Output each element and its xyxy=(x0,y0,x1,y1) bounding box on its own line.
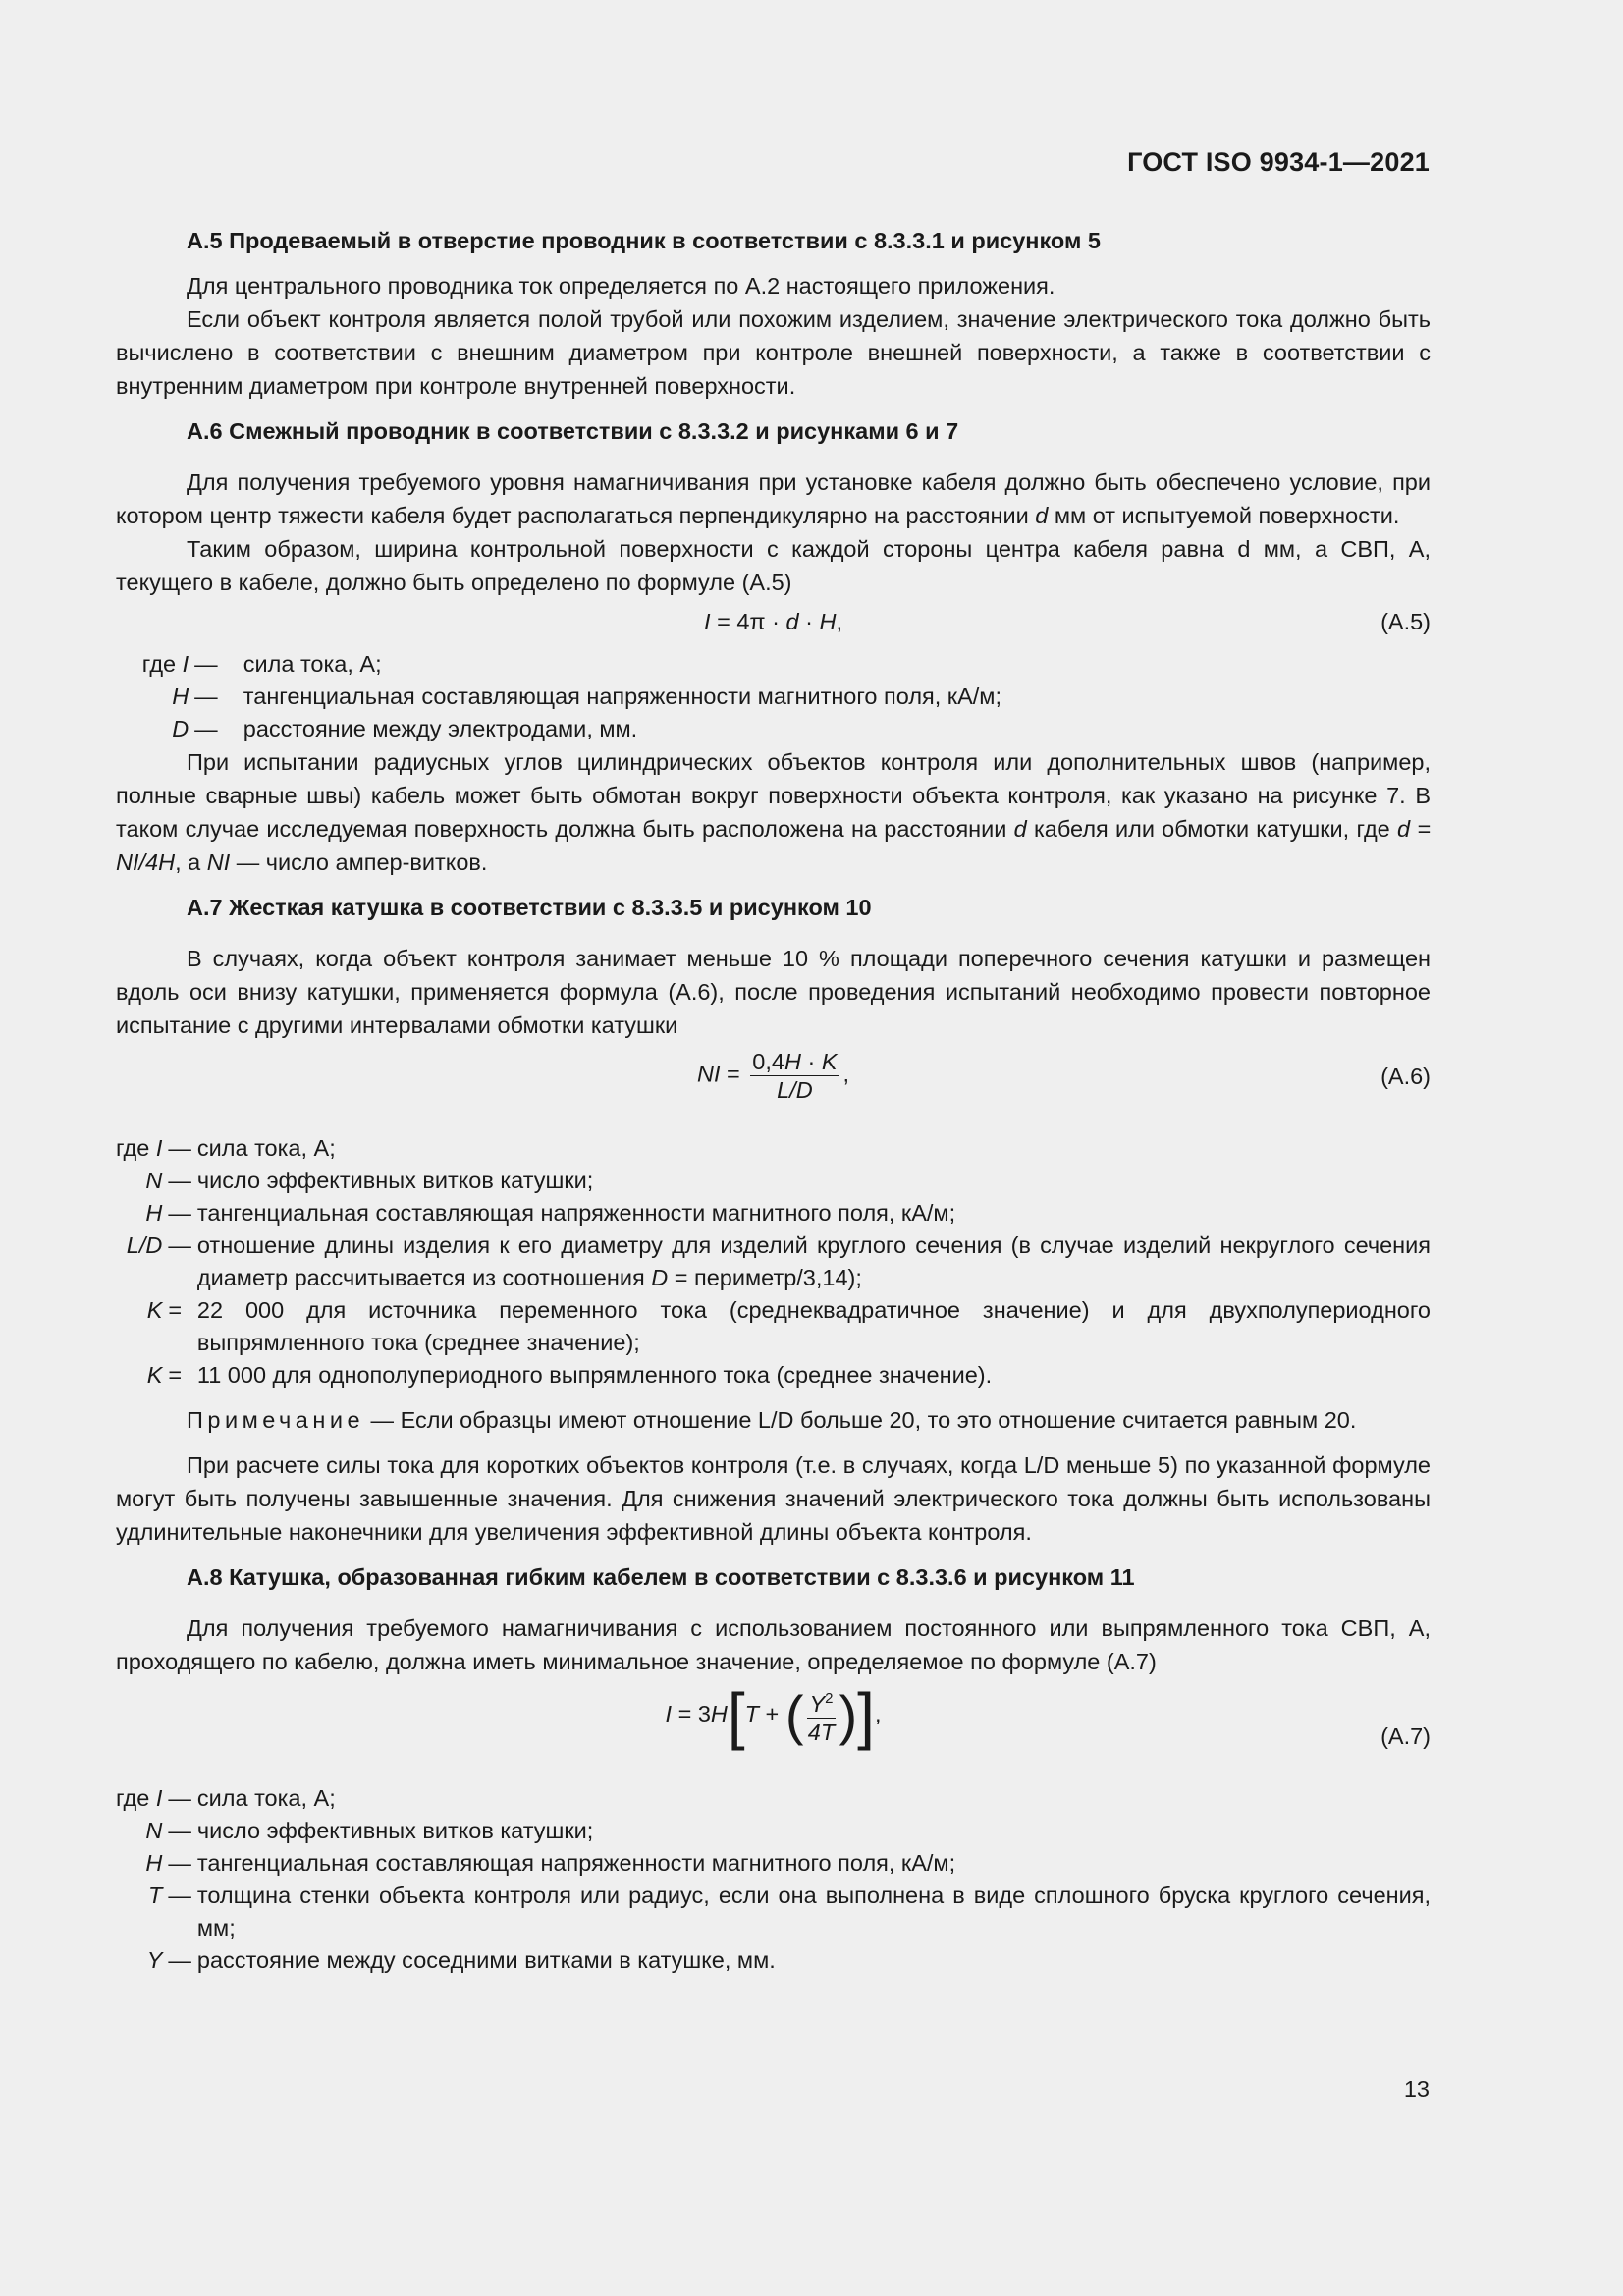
note-label: Примечание xyxy=(187,1407,365,1433)
definition-row: K = 11 000 для однополупериодного выпрямленного тока (среднее значение). xyxy=(146,1362,993,1388)
section-a6-paragraph-1: Для получения требуемого уровня намагничивания при установке кабеля должно быть обеспечено условие, при котором центр тяжести кабеля будет располагаться перпендикулярно на расстоянии d мм от испытуемой поверхности. xyxy=(116,469,1431,528)
formula-a5-expression: I = 4π · d · H, xyxy=(704,609,842,634)
section-a6-definitions xyxy=(116,648,1431,745)
formula-a7-fraction: $\frac{Y^2}{4T}$ xyxy=(807,1685,835,1746)
section-a7-paragraph-2: При расчете силы тока для коротких объектов контроля (т.е. в случаях, когда L/D меньше 5) по указанной формуле могут быть получены завышенные значения. Для снижения значений электрического тока должны быть использованы удлинительные наконечники для увеличения эффективной длины объекта контроля. xyxy=(116,1452,1431,1545)
page-number: 13 xyxy=(1403,2076,1430,2102)
definition-row: где I — сила тока, А; xyxy=(141,651,382,677)
section-a8-paragraph-1: Для получения требуемого намагничивания с использованием постоянного или выпрямленного тока СВП, А, проходящего по кабелю, должна иметь минимальное значение, определяемое по формуле (А.7) xyxy=(116,1615,1431,1674)
section-a7-paragraph-1: В случаях, когда объект контроля занимает меньше 10 % площади поперечного сечения катушки и размещен вдоль оси внизу катушки, применяется формула (А.6), после проведения испытаний необходимо провести повторное испытание с другими интервалами обмотки катушки xyxy=(116,946,1431,1038)
definition-row: L/D — отношение длины изделия к его диаметру для изделий круглого сечения (в случае изделий некруглого сечения диаметр рассчитывается из соотношения D = периметр/3,14); xyxy=(126,1232,1431,1290)
definition-row: Y — расстояние между соседними витками в катушке, мм. xyxy=(146,1947,776,1973)
formula-a5 xyxy=(116,605,1431,638)
definition-row: D — расстояние между электродами, мм. xyxy=(172,716,638,741)
definition-row: H — тангенциальная составляющая напряженности магнитного поля, кА/м; xyxy=(145,1850,956,1876)
section-a5-paragraph-1: Для центрального проводника ток определяется по А.2 настоящего приложения. xyxy=(187,273,1055,299)
formula-a5-number: (А.5) xyxy=(1380,609,1431,634)
section-a6-paragraph-3: При испытании радиусных углов цилиндрических объектов контроля или дополнительных швов (например, полные сварные швы) кабель может быть обмотан вокруг поверхности объекта контроля, как указано на рисунке 7. В таком случае исследуемая поверхность должна быть расположена на расстоянии d кабеля или обмотки катушки, где d = NI/4H, а NI — число ампер-витков. xyxy=(116,749,1432,875)
section-a7-note: Примечание — Если образцы имеют отношение L/D больше 20, то это отношение считается равным 20. xyxy=(187,1407,1357,1433)
formula-a6 xyxy=(116,1048,1431,1122)
formula-a6-expression: NI = $\frac{0,4H \cdot K}{L/D}$ , xyxy=(696,1049,850,1103)
definition-row: T — толщина стенки объекта контроля или радиус, если она выполнена в виде сплошного бруска круглого сечения, мм; xyxy=(148,1883,1431,1941)
section-a7-definitions xyxy=(116,1132,1431,1392)
formula-a7-number: (А.7) xyxy=(1380,1723,1431,1749)
section-a5-title: А.5 Продеваемый в отверстие проводник в соответствии с 8.3.3.1 и рисунком 5 xyxy=(187,228,1101,253)
definition-row: где I — сила тока, А; xyxy=(116,1785,336,1811)
page-content xyxy=(116,224,1431,1977)
definition-row: N — число эффективных витков катушки; xyxy=(145,1818,594,1843)
section-a8-definitions xyxy=(116,1782,1431,1977)
section-a5-paragraph-2: Если объект контроля является полой трубой или похожим изделием, значение электрического тока должно быть вычислено в соответствии с внешним диаметром при контроле внешней поверхности, а также в соответствии с внутренним диаметром при контроле внутренней поверхности. xyxy=(116,306,1431,399)
definition-row: N — число эффективных витков катушки; xyxy=(145,1168,594,1193)
section-a7-title: А.7 Жесткая катушка в соответствии с 8.3.3.5 и рисунком 10 xyxy=(187,895,872,920)
section-a6-title: А.6 Смежный проводник в соответствии с 8.3.3.2 и рисунками 6 и 7 xyxy=(187,418,959,444)
definition-row: H — тангенциальная составляющая напряженности магнитного поля, кА/м; xyxy=(145,1200,956,1226)
formula-a7-expression: I = 3H[T + ( $\frac{Y^2}{4T}$ )], xyxy=(665,1680,882,1751)
section-a6-paragraph-2: Таким образом, ширина контрольной поверхности с каждой стороны центра кабеля равна d мм, а СВП, А, текущего в кабеле, должно быть определено по формуле (А.5) xyxy=(116,536,1431,595)
section-a8-title: А.8 Катушка, образованная гибким кабелем в соответствии с 8.3.3.6 и рисунком 11 xyxy=(187,1564,1135,1590)
formula-a6-fraction: $\frac{0,4H \cdot K}{L/D}$ xyxy=(752,1049,838,1103)
definition-row: H — тангенциальная составляющая напряженности магнитного поля, кА/м; xyxy=(172,683,1001,709)
formula-a6-number: (А.6) xyxy=(1380,1064,1431,1089)
document-code: ГОСТ ISO 9934-1—2021 xyxy=(1127,147,1430,177)
definition-row: где I — сила тока, А; xyxy=(116,1135,336,1161)
definition-row: K = 22 000 для источника переменного тока (среднеквадратичное значение) и для двухполупериодного выпрямленного тока (среднее значение); xyxy=(146,1297,1431,1355)
formula-a7 xyxy=(116,1680,1431,1773)
